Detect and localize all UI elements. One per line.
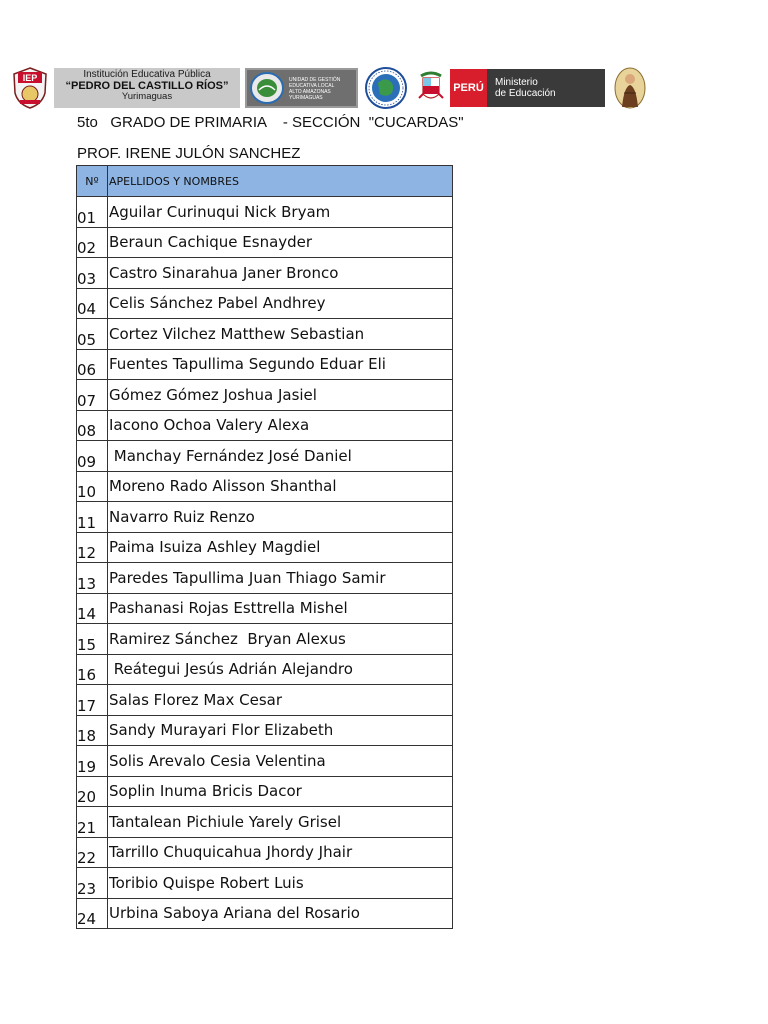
row-number: 04: [77, 288, 108, 319]
table-row: [77, 807, 453, 838]
table-row: [77, 654, 453, 685]
student-name: Soplin Inuma Bricis Dacor: [108, 776, 453, 807]
student-name: Salas Florez Max Cesar: [108, 685, 453, 716]
svg-text:EDUCATIVA LOCAL: EDUCATIVA LOCAL: [289, 83, 335, 89]
student-roster-table: [76, 165, 453, 929]
iep-logo: [12, 67, 48, 109]
student-name: Urbina Saboya Ariana del Rosario: [108, 898, 453, 929]
row-number: 01: [77, 197, 108, 228]
iep-logo-text: IEP: [22, 73, 38, 83]
table-row: [77, 288, 453, 319]
table-row: [77, 532, 453, 563]
table-row: [77, 258, 453, 289]
grade-section-title: 5to GRADO DE PRIMARIA - SECCIÓN "CUCARDAS": [77, 114, 464, 131]
peru-coat-of-arms: [415, 68, 447, 108]
row-number: 24: [77, 898, 108, 929]
institution-banner: [54, 68, 240, 108]
column-header-name: APELLIDOS Y NOMBRES: [108, 166, 453, 197]
table-row: [77, 624, 453, 655]
row-number: 18: [77, 715, 108, 746]
institution-city: Yurimaguas: [121, 91, 173, 103]
student-name: Cortez Vilchez Matthew Sebastian: [108, 319, 453, 350]
teacher-name: PROF. IRENE JULÓN SANCHEZ: [77, 145, 301, 162]
student-name: Manchay Fernández José Daniel: [108, 441, 453, 472]
table-row: [77, 685, 453, 716]
peru-label: PERÚ: [450, 69, 487, 107]
student-name: Solis Arevalo Cesia Velentina: [108, 746, 453, 777]
institution-name: “PEDRO DEL CASTILLO RÍOS”: [65, 79, 229, 92]
table-row: [77, 715, 453, 746]
student-name: Pashanasi Rojas Esttrella Mishel: [108, 593, 453, 624]
row-number: 21: [77, 807, 108, 838]
row-number: 02: [77, 227, 108, 258]
table-row: [77, 349, 453, 380]
column-header-number: Nº: [77, 166, 108, 197]
student-name: Paredes Tapullima Juan Thiago Samir: [108, 563, 453, 594]
row-number: 06: [77, 349, 108, 380]
student-name: Aguilar Curinuqui Nick Bryam: [108, 197, 453, 228]
row-number: 09: [77, 441, 108, 472]
student-name: Tantalean Pichiule Yarely Grisel: [108, 807, 453, 838]
student-name: Reátegui Jesús Adrián Alejandro: [108, 654, 453, 685]
row-number: 12: [77, 532, 108, 563]
table-header-row: [77, 166, 453, 197]
row-number: 23: [77, 868, 108, 899]
row-number: 16: [77, 654, 108, 685]
table-row: [77, 502, 453, 533]
table-row: [77, 197, 453, 228]
table-row: [77, 441, 453, 472]
institution-type: Institución Educativa Pública: [83, 69, 211, 80]
table-row: [77, 776, 453, 807]
student-name: Fuentes Tapullima Segundo Eduar Eli: [108, 349, 453, 380]
row-number: 14: [77, 593, 108, 624]
row-number: 07: [77, 380, 108, 411]
regional-education-seal: [364, 67, 408, 109]
table-row: [77, 380, 453, 411]
ministry-banner: [450, 69, 605, 107]
student-name: Iacono Ochoa Valery Alexa: [108, 410, 453, 441]
table-row: [77, 563, 453, 594]
row-number: 22: [77, 837, 108, 868]
student-name: Beraun Cachique Esnayder: [108, 227, 453, 258]
svg-text:UNIDAD DE GESTIÓN: UNIDAD DE GESTIÓN: [289, 77, 341, 83]
row-number: 11: [77, 502, 108, 533]
student-name: Tarrillo Chuquicahua Jhordy Jhair: [108, 837, 453, 868]
svg-text:ALTO AMAZONAS: ALTO AMAZONAS: [289, 89, 331, 95]
row-number: 20: [77, 776, 108, 807]
row-number: 03: [77, 258, 108, 289]
row-number: 17: [77, 685, 108, 716]
student-name: Paima Isuiza Ashley Magdiel: [108, 532, 453, 563]
student-name: Celis Sánchez Pabel Andhrey: [108, 288, 453, 319]
table-row: [77, 410, 453, 441]
table-row: [77, 746, 453, 777]
table-body: [77, 197, 453, 929]
ministry-label: Ministerio de Educación: [487, 69, 605, 107]
student-name: Toribio Quispe Robert Luis: [108, 868, 453, 899]
row-number: 08: [77, 410, 108, 441]
row-number: 05: [77, 319, 108, 350]
table-row: [77, 898, 453, 929]
table-row: [77, 227, 453, 258]
student-name: Sandy Murayari Flor Elizabeth: [108, 715, 453, 746]
patron-saint-image: [614, 67, 646, 109]
row-number: 10: [77, 471, 108, 502]
table-row: [77, 593, 453, 624]
table-row: [77, 837, 453, 868]
svg-text:YURIMAGUAS: YURIMAGUAS: [289, 95, 323, 101]
row-number: 15: [77, 624, 108, 655]
student-name: Ramirez Sánchez Bryan Alexus: [108, 624, 453, 655]
student-name: Moreno Rado Alisson Shanthal: [108, 471, 453, 502]
student-name: Navarro Ruiz Renzo: [108, 502, 453, 533]
row-number: 19: [77, 746, 108, 777]
ugel-logo: [245, 68, 358, 108]
table-row: [77, 319, 453, 350]
student-name: Castro Sinarahua Janer Bronco: [108, 258, 453, 289]
row-number: 13: [77, 563, 108, 594]
table-row: [77, 471, 453, 502]
student-name: Gómez Gómez Joshua Jasiel: [108, 380, 453, 411]
table-row: [77, 868, 453, 899]
